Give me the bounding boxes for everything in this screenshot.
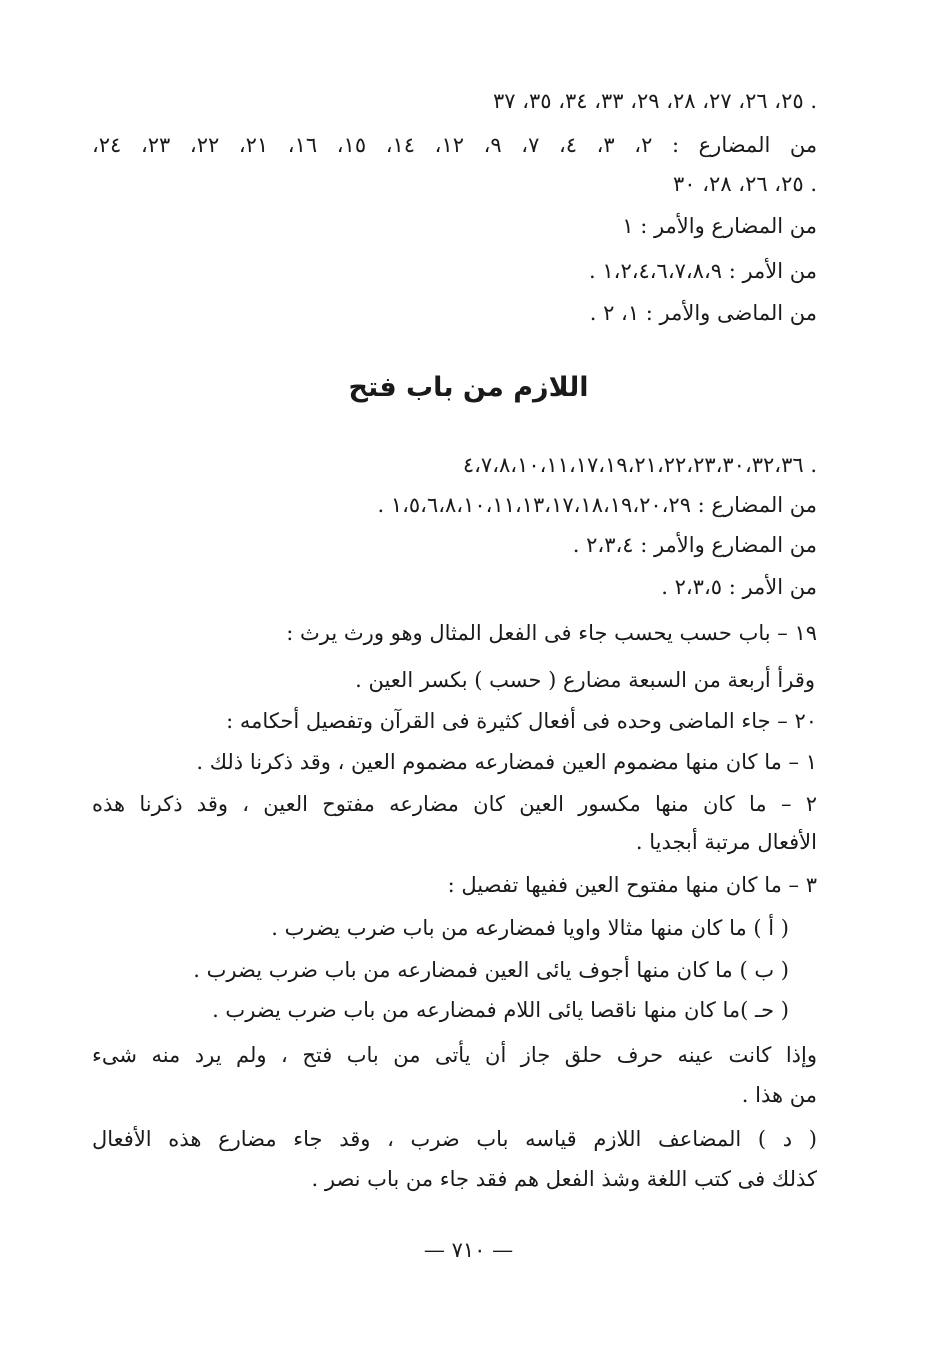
section-heading: اللازم من باب فتح xyxy=(348,372,589,403)
text-line: ٢٥، ٢٦، ٢٧، ٢٨، ٢٩، ٣٣، ٣٤، ٣٥، ٣٧ . xyxy=(492,89,817,113)
text-line: من الماضى والأمر : ١، ٢ . xyxy=(589,301,817,325)
note-line: من هذا . xyxy=(741,1083,817,1107)
text-line: ٢٥، ٢٦، ٢٨، ٣٠ . xyxy=(673,172,817,196)
note-line: وإذا كانت عينه حرف حلق جاز أن يأتى من باب فتح ، ولم يرد منه شىء xyxy=(92,1043,817,1067)
note-line: ( ب ) ما كان منها أجوف يائى العين فمضارعه من باب ضرب يضرب . xyxy=(193,958,789,982)
text-line: من الأمر : ٢،٣،٥ . xyxy=(661,575,817,599)
note-line: ( د ) المضاعف اللازم قياسه باب ضرب ، وقد جاء مضارع هذه الأفعال xyxy=(92,1127,817,1151)
note-line: ( حـ )ما كان منها ناقصا يائى اللام فمضارعه من باب ضرب يضرب . xyxy=(212,998,789,1022)
text-line: من الأمر : ١،٢،٤،٦،٧،٨،٩ . xyxy=(589,259,817,283)
note-line: ٣ – ما كان منها مفتوح العين ففيها تفصيل : xyxy=(447,873,817,897)
text-line: من المضارع : ٢، ٣، ٤، ٧، ٩، ١٢، ١٤، ١٥، ١٦، ٢١، ٢٢، ٢٣، ٢٤، xyxy=(92,133,818,157)
note-line: ٢ – ما كان منها مكسور العين كان مضارعه مفتوح العين ، وقد ذكرنا هذه xyxy=(92,792,817,816)
note-line: ١٩ – باب حسب يحسب جاء فى الفعل المثال وهو ورث يرث : xyxy=(286,621,817,645)
page-number: — ٧١٠ — xyxy=(423,1238,514,1262)
note-line: الأفعال مرتبة أبجديا . xyxy=(635,830,817,854)
text-line: ٤،٧،٨،١٠،١١،١٧،١٩،٢١،٢٢،٢٣،٣٠،٣٢،٣٦ . xyxy=(462,453,817,477)
note-line: كذلك فى كتب اللغة وشذ الفعل هم فقد جاء من باب نصر . xyxy=(311,1167,817,1191)
text-line: من المضارع والأمر : ١ xyxy=(622,214,817,238)
note-line: وقرأ أربعة من السبعة مضارع ( حسب ) بكسر العين . xyxy=(355,668,815,692)
text-line: من المضارع والأمر : ٢،٣،٤ . xyxy=(572,533,817,557)
text-line: من المضارع : ١،٥،٦،٨،١٠،١١،١٣،١٧،١٨،١٩،٢٠،٢٩ . xyxy=(377,493,817,517)
note-line: ١ – ما كان منها مضموم العين فمضارعه مضموم العين ، وقد ذكرنا ذلك . xyxy=(196,750,817,774)
note-line: ( أ ) ما كان منها مثالا واويا فمضارعه من باب ضرب يضرب . xyxy=(271,916,789,940)
note-line: ٢٠ – جاء الماضى وحده فى أفعال كثيرة فى القرآن وتفصيل أحكامه : xyxy=(226,709,817,733)
